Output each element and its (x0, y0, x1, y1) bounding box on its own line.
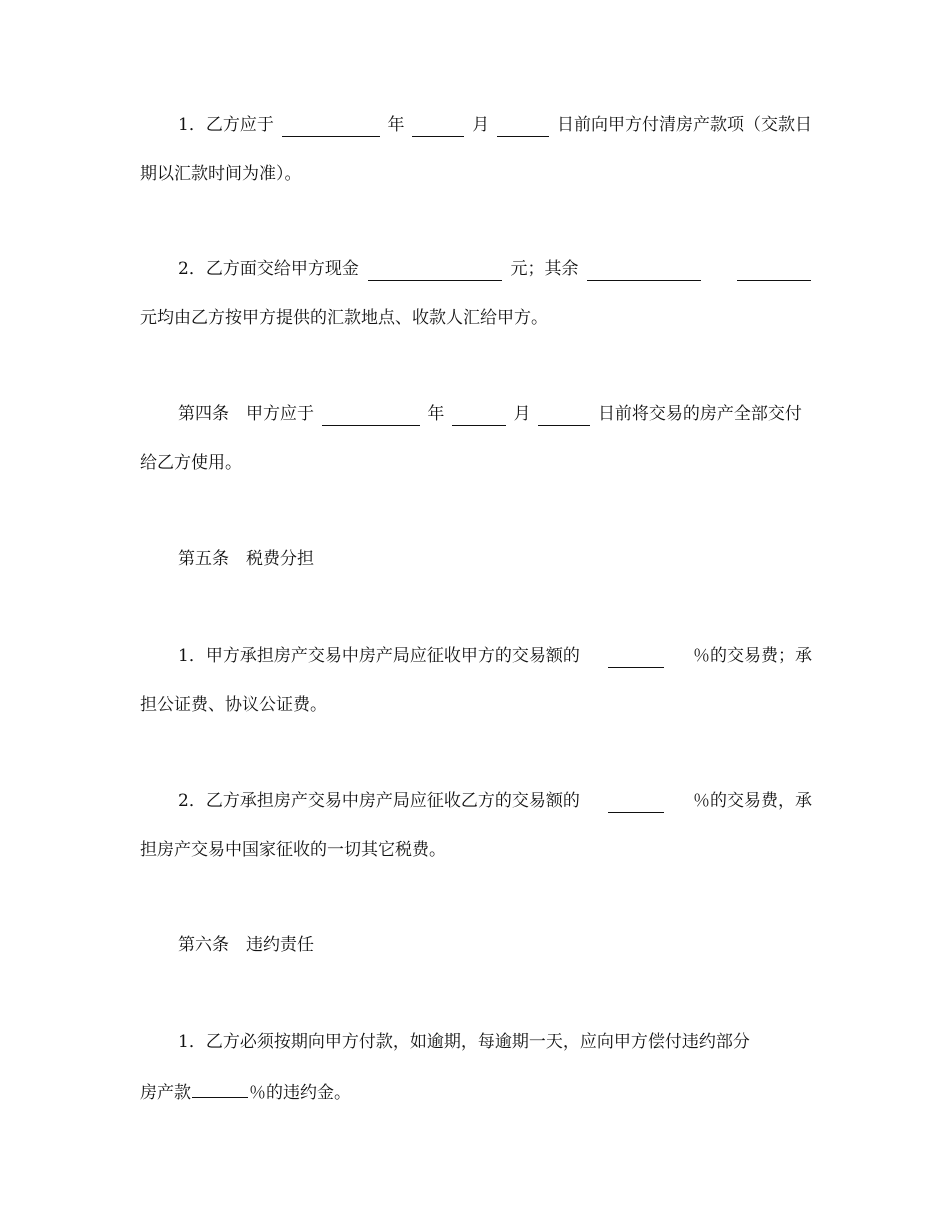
text: 1．乙方应于 (178, 115, 274, 135)
text: 日前向甲方付清房产款项（交款日 (556, 115, 812, 135)
text: 年 (427, 404, 445, 424)
text: 2．乙方承担房产交易中房产局应征收乙方的交易额的 (178, 791, 580, 811)
percent-blank (192, 1079, 248, 1098)
text: 日前将交易的房产全部交付 (597, 404, 802, 424)
party-a-fee-line-2: 担公证费、协议公证费。 (140, 695, 327, 715)
text: 1．甲方承担房产交易中房产局应征收甲方的交易额的 (178, 646, 580, 666)
payment-deadline-line-2: 期以汇款时间为准）。 (140, 164, 302, 184)
year-blank (322, 407, 420, 426)
cash-payment-line-2: 元均由乙方按甲方提供的汇款地点、收款人汇给甲方。 (140, 308, 548, 328)
party-b-fee-line-2: 担房产交易中国家征收的一切其它税费。 (140, 840, 446, 860)
text: 第四条 甲方应于 (178, 404, 314, 424)
remainder-amount-blank-2 (737, 262, 811, 281)
text: 月 (472, 115, 490, 135)
cash-amount-blank (368, 262, 502, 281)
text: 月 (513, 404, 531, 424)
day-blank (497, 118, 549, 137)
percent-blank (608, 794, 664, 813)
party-b-fee-line-1 (178, 789, 812, 813)
text: ％的交易费，承 (692, 791, 812, 811)
article-5-heading: 第五条 税费分担 (178, 549, 314, 569)
late-payment-line-2 (140, 1079, 812, 1105)
text: ％的违约金。 (249, 1083, 351, 1103)
remainder-amount-blank (587, 262, 701, 281)
percent-blank (608, 649, 664, 668)
party-a-fee-line-1 (178, 644, 812, 668)
text: 房产款 (140, 1083, 191, 1103)
year-blank (282, 118, 380, 137)
day-blank (538, 407, 590, 426)
text: 2．乙方面交给甲方现金 (178, 259, 359, 279)
payment-deadline-line-1 (178, 113, 812, 137)
cash-payment-line-1 (178, 257, 812, 281)
late-payment-line-1: 1．乙方必须按期向甲方付款，如逾期，每逾期一天，应向甲方偿付违约部分 (178, 1032, 750, 1052)
text: ％的交易费；承 (692, 646, 812, 666)
text: 元；其余 (510, 259, 579, 279)
article-4-line-2: 给乙方使用。 (140, 453, 242, 473)
article-4-line-1 (178, 402, 802, 426)
text: 年 (387, 115, 405, 135)
month-blank (412, 118, 464, 137)
article-6-heading: 第六条 违约责任 (178, 935, 314, 955)
month-blank (452, 407, 506, 426)
